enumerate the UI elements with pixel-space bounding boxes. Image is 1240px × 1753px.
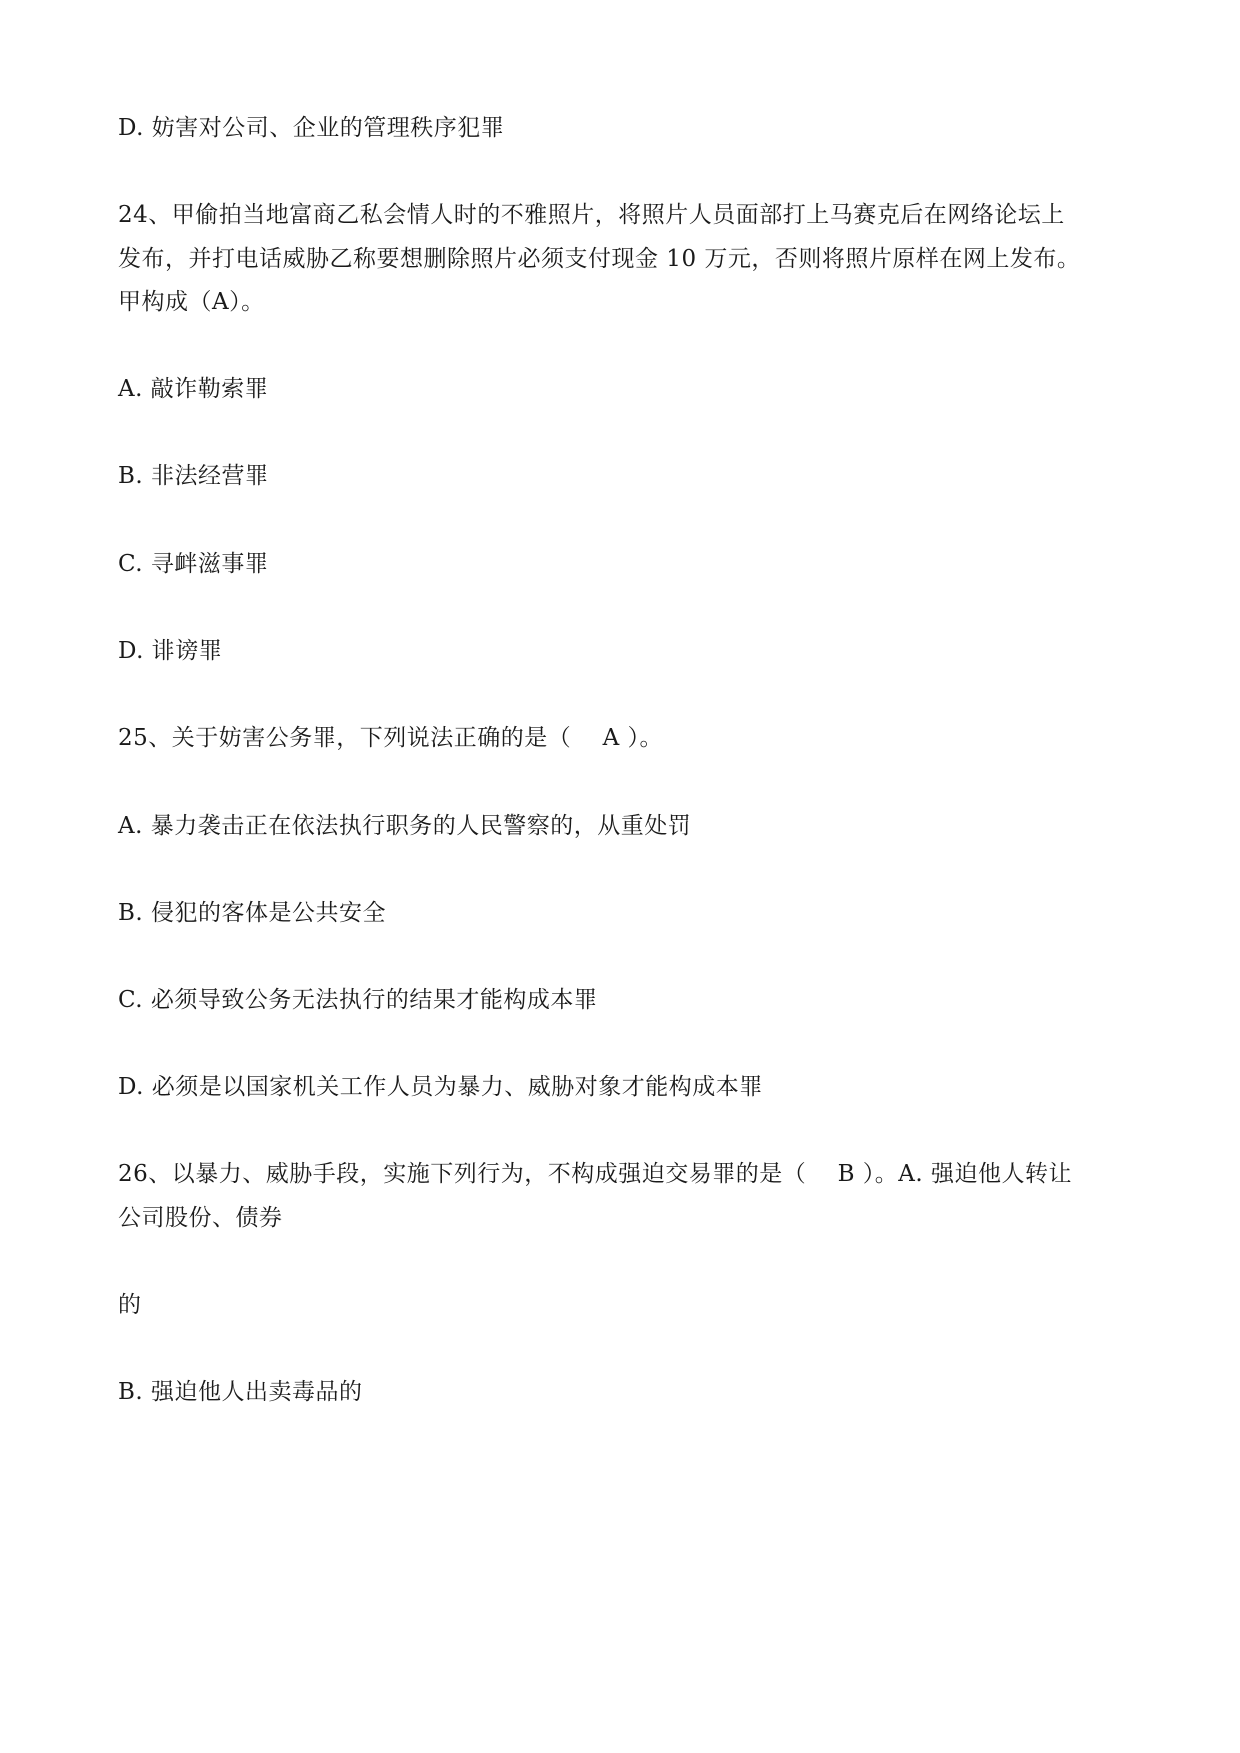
q24-option-c: C. 寻衅滋事罪 (118, 551, 269, 577)
q25-option-a: A. 暴力袭击正在依法执行职务的人民警察的，从重处罚 (118, 813, 692, 839)
q25-option-c: C. 必须导致公务无法执行的结果才能构成本罪 (118, 987, 598, 1013)
q24-stem-line-2: 发布，并打电话威胁乙称要想删除照片必须支付现金 10 万元，否则将照片原样在网上发布。 (118, 246, 1081, 272)
q25-option-b: B. 侵犯的客体是公共安全 (118, 900, 387, 926)
q24-option-b: B. 非法经营罪 (118, 463, 269, 489)
q26-stem-line-1: 26、以暴力、威胁手段，实施下列行为，不构成强迫交易罪的是（ B ）。A. 强迫他人转让 (118, 1161, 1073, 1187)
q24-stem-line-3: 甲构成（A）。 (118, 289, 265, 315)
q25-stem: 25、关于妨害公务罪，下列说法正确的是（ A ）。 (118, 725, 663, 751)
q24-stem-line-1: 24、甲偷拍当地富商乙私会情人时的不雅照片，将照片人员面部打上马赛克后在网络论坛上 (118, 202, 1065, 228)
q24-option-d: D. 诽谤罪 (118, 638, 223, 664)
q24-option-a: A. 敲诈勒索罪 (118, 376, 269, 402)
q23-option-d: D. 妨害对公司、企业的管理秩序犯罪 (118, 115, 505, 141)
q26-stem-line-3: 的 (118, 1292, 142, 1318)
q26-stem-line-2: 公司股份、债券 (118, 1205, 283, 1231)
q25-option-d: D. 必须是以国家机关工作人员为暴力、威胁对象才能构成本罪 (118, 1074, 763, 1100)
q26-option-b: B. 强迫他人出卖毒品的 (118, 1379, 363, 1405)
